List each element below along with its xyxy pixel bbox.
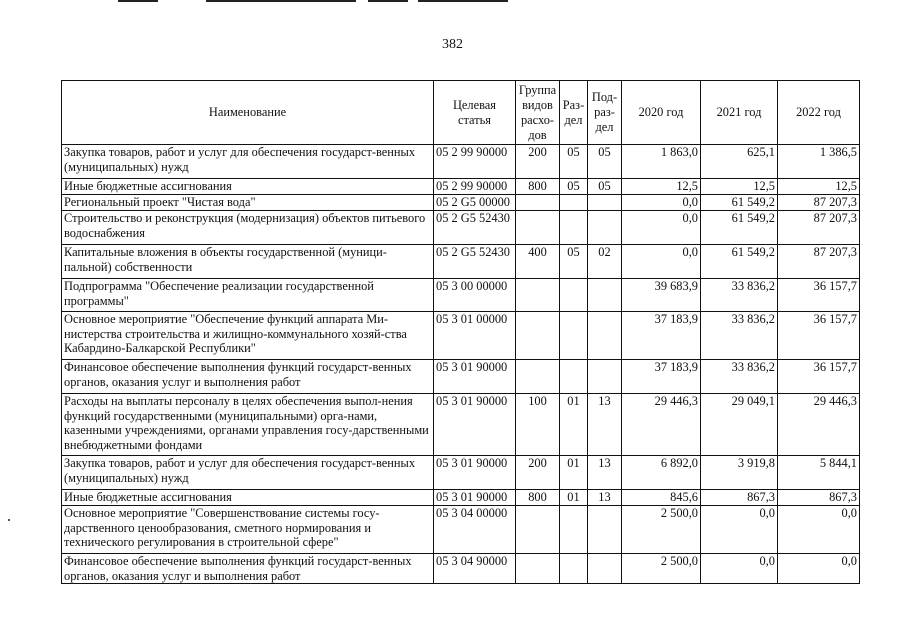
row-subsection: 13 [588,394,622,456]
header-expense-group: Группа видов расхо-дов [516,81,560,145]
row-name: Иные бюджетные ассигнования [62,490,434,506]
table-row [62,490,860,506]
row-subsection [588,506,622,554]
row-value-2022: 0,0 [778,506,860,554]
row-value-2020: 6 892,0 [622,456,701,490]
row-section: 05 [560,245,588,279]
row-name: Основное мероприятие "Обеспечение функций аппарата Ми-нистерства строительства и жилищно-коммунального хозяй-ства Кабардино-Балкарской Республики" [62,312,434,360]
row-expense-group: 400 [516,245,560,279]
row-value-2022: 36 157,7 [778,279,860,312]
row-value-2021: 33 836,2 [701,279,778,312]
row-value-2021: 61 549,2 [701,195,778,211]
row-subsection: 05 [588,145,622,179]
row-section [560,279,588,312]
row-value-2022: 29 446,3 [778,394,860,456]
row-value-2020: 2 500,0 [622,554,701,584]
row-name: Финансовое обеспечение выполнения функций государст-венных органов, оказания услуг и выполнения работ [62,360,434,394]
row-value-2020: 37 183,9 [622,312,701,360]
row-name: Основное мероприятие "Совершенствование системы госу-дарственного ценообразования, сметного нормирования и технического регулирования в строительной сфере" [62,506,434,554]
row-name: Капитальные вложения в объекты государственной (муници-пальной) собственности [62,245,434,279]
row-section: 05 [560,179,588,195]
row-section: 01 [560,456,588,490]
row-value-2021: 61 549,2 [701,211,778,245]
row-subsection [588,360,622,394]
row-value-2021: 33 836,2 [701,360,778,394]
row-name: Иные бюджетные ассигнования [62,179,434,195]
row-value-2022: 87 207,3 [778,245,860,279]
row-section: 01 [560,394,588,456]
row-name: Финансовое обеспечение выполнения функций государст-венных органов, оказания услуг и выполнения работ [62,554,434,584]
header-year-2020: 2020 год [622,81,701,145]
header-name: Наименование [62,81,434,145]
row-target-article: 05 3 01 00000 [434,312,516,360]
row-subsection: 13 [588,490,622,506]
row-value-2020: 29 446,3 [622,394,701,456]
row-target-article: 05 3 04 90000 [434,554,516,584]
table-row [62,211,860,245]
row-subsection: 13 [588,456,622,490]
table-row [62,312,860,360]
row-expense-group [516,195,560,211]
row-name: Подпрограмма "Обеспечение реализации государственной программы" [62,279,434,312]
table-header-row [62,81,860,145]
row-subsection [588,279,622,312]
header-year-2021: 2021 год [701,81,778,145]
header-year-2022: 2022 год [778,81,860,145]
row-value-2020: 2 500,0 [622,506,701,554]
row-value-2021: 12,5 [701,179,778,195]
row-section [560,506,588,554]
row-section [560,211,588,245]
row-target-article: 05 3 01 90000 [434,456,516,490]
row-expense-group: 800 [516,490,560,506]
row-section [560,195,588,211]
row-target-article: 05 2 99 90000 [434,145,516,179]
row-value-2020: 39 683,9 [622,279,701,312]
header-section: Раз-дел [560,81,588,145]
row-value-2022: 0,0 [778,554,860,584]
row-value-2021: 625,1 [701,145,778,179]
budget-table [61,80,860,584]
row-value-2022: 12,5 [778,179,860,195]
table-row [62,456,860,490]
row-value-2020: 12,5 [622,179,701,195]
row-value-2022: 87 207,3 [778,211,860,245]
row-expense-group [516,554,560,584]
row-name: Расходы на выплаты персоналу в целях обеспечения выпол-нения функций государственными (муниципальными) орга-нами, казенными учреждениями, органами управления госу-дарственными внебюджетными фондами [62,394,434,456]
row-value-2021: 61 549,2 [701,245,778,279]
table-row [62,394,860,456]
row-subsection: 05 [588,179,622,195]
row-value-2022: 5 844,1 [778,456,860,490]
row-subsection [588,312,622,360]
row-target-article: 05 3 01 90000 [434,360,516,394]
row-subsection [588,211,622,245]
header-target-article: Целевая статья [434,81,516,145]
row-subsection: 02 [588,245,622,279]
row-target-article: 05 2 99 90000 [434,179,516,195]
row-subsection [588,554,622,584]
row-section [560,312,588,360]
table-row [62,195,860,211]
row-value-2021: 867,3 [701,490,778,506]
table-row [62,245,860,279]
row-value-2020: 845,6 [622,490,701,506]
row-target-article: 05 2 G5 52430 [434,245,516,279]
row-name: Закупка товаров, работ и услуг для обеспечения государст-венных (муниципальных) нужд [62,456,434,490]
table-row [62,279,860,312]
row-expense-group: 100 [516,394,560,456]
header-subsection: Под-раз-дел [588,81,622,145]
row-value-2020: 1 863,0 [622,145,701,179]
table-row [62,179,860,195]
row-value-2020: 37 183,9 [622,360,701,394]
row-value-2021: 0,0 [701,506,778,554]
row-value-2020: 0,0 [622,245,701,279]
row-expense-group: 200 [516,456,560,490]
row-expense-group [516,506,560,554]
row-value-2020: 0,0 [622,195,701,211]
row-target-article: 05 2 G5 52430 [434,211,516,245]
row-section [560,360,588,394]
table-row [62,554,860,584]
row-name: Региональный проект "Чистая вода" [62,195,434,211]
row-name: Строительство и реконструкция (модернизация) объектов питьевого водоснабжения [62,211,434,245]
row-expense-group [516,312,560,360]
scan-artifact-top [118,0,518,3]
row-value-2021: 33 836,2 [701,312,778,360]
row-subsection [588,195,622,211]
table-row [62,145,860,179]
table-body [62,145,860,584]
row-target-article: 05 3 04 00000 [434,506,516,554]
page-number: 382 [442,37,463,52]
row-target-article: 05 2 G5 00000 [434,195,516,211]
row-value-2020: 0,0 [622,211,701,245]
row-target-article: 05 3 00 00000 [434,279,516,312]
row-expense-group [516,279,560,312]
row-target-article: 05 3 01 90000 [434,490,516,506]
row-value-2022: 36 157,7 [778,360,860,394]
row-section: 01 [560,490,588,506]
row-expense-group: 200 [516,145,560,179]
row-name: Закупка товаров, работ и услуг для обеспечения государст-венных (муниципальных) нужд [62,145,434,179]
row-target-article: 05 3 01 90000 [434,394,516,456]
row-value-2022: 867,3 [778,490,860,506]
row-expense-group [516,360,560,394]
row-expense-group: 800 [516,179,560,195]
row-value-2022: 87 207,3 [778,195,860,211]
table-row [62,360,860,394]
row-value-2021: 29 049,1 [701,394,778,456]
row-section: 05 [560,145,588,179]
row-value-2021: 3 919,8 [701,456,778,490]
row-section [560,554,588,584]
row-value-2022: 1 386,5 [778,145,860,179]
scan-speck [8,519,10,521]
table-row [62,506,860,554]
row-value-2022: 36 157,7 [778,312,860,360]
row-value-2021: 0,0 [701,554,778,584]
row-expense-group [516,211,560,245]
